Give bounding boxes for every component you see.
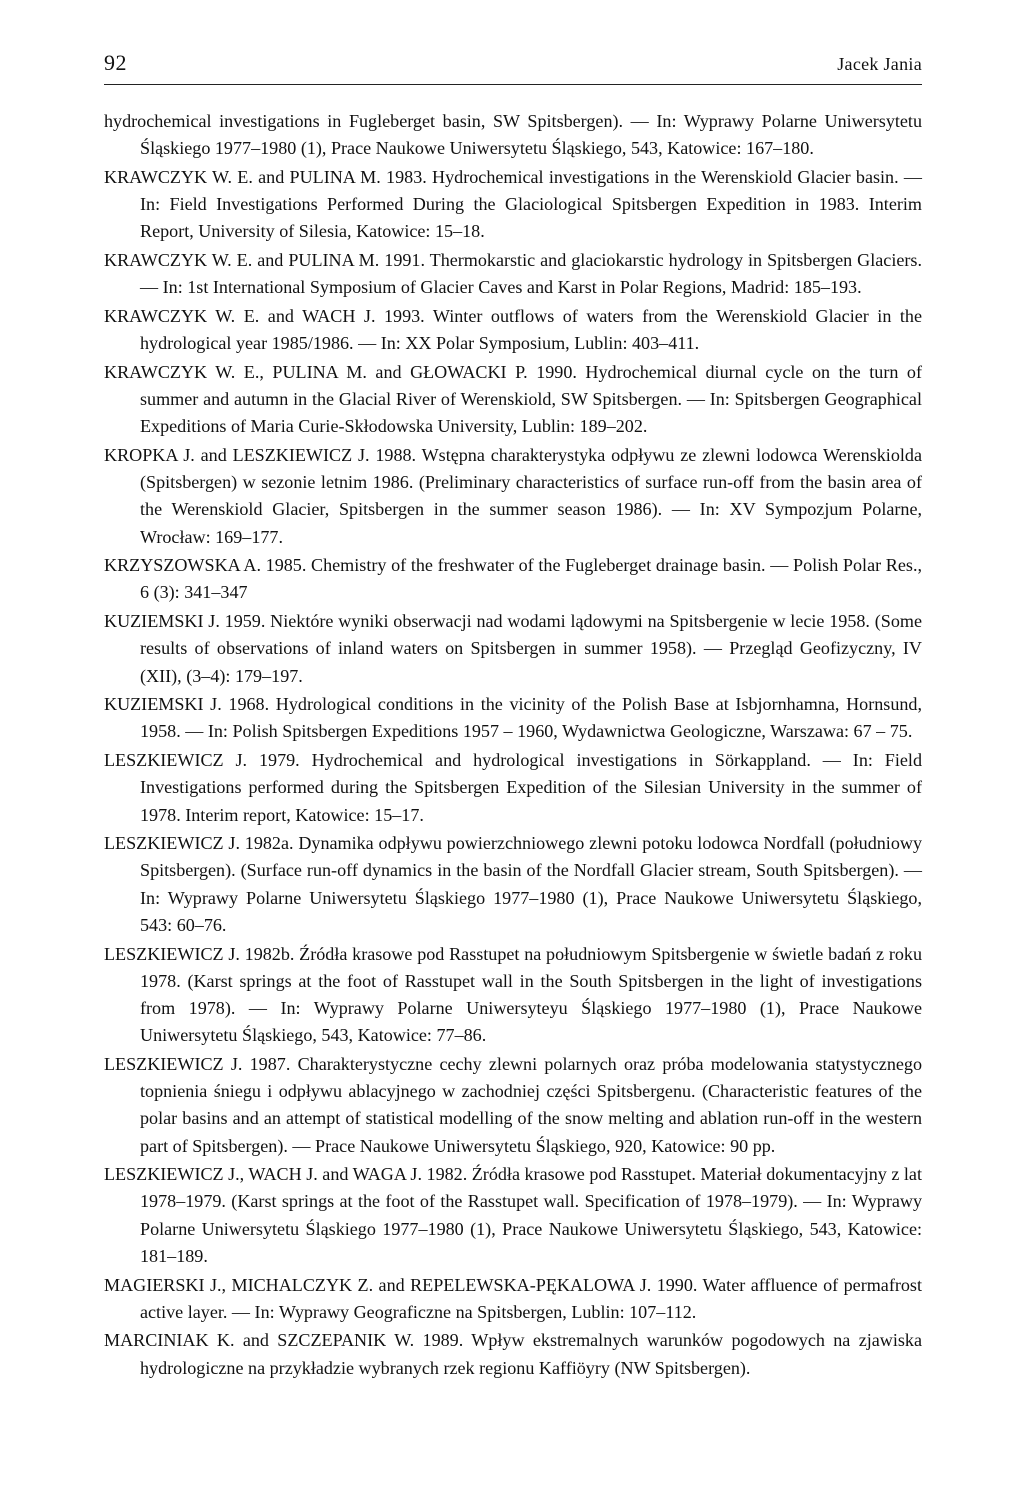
reference-entry: LESZKIEWICZ J. 1982a. Dynamika odpływu powierzchniowego zlewni potoku lodowca Nordfall (południowy Spitsbergen). (Surface run-off dynamics in the basin of the Nordfall Glacier stream, South Spitsbergen). — In: Wyprawy Polarne Uniwersytetu Śląskiego 1977–1980 (1), Prace Naukowe Uniwersytetu Śląskiego, 543: 60–76. (104, 833, 922, 935)
reference-entry: KRZYSZOWSKA A. 1985. Chemistry of the freshwater of the Fugleberget drainage basin. — Polish Polar Res., 6 (3): 341–347 (104, 555, 922, 603)
running-head (104, 50, 922, 77)
header-rule (104, 84, 922, 85)
reference-entry: LESZKIEWICZ J., WACH J. and WAGA J. 1982. Źródła krasowe pod Rasstupet. Materiał dokumentacyjny z lat 1978–1979. (Karst springs at the foot of the Rasstupet wall. Specification of 1978–1979). — In: Wyprawy Polarne Uniwersytetu Śląskiego 1977–1980 (1), Prace Naukowe Uniwersytetu Śląskiego, 543, Katowice: 181–189. (104, 1164, 922, 1266)
reference-entry: KRAWCZYK W. E. and WACH J. 1993. Winter outflows of waters from the Werenskiold Glacier in the hydrological year 1985/1986. — In: XX Polar Symposium, Lublin: 403–411. (104, 305, 922, 354)
running-head-author: Jacek Jania (837, 54, 922, 74)
reference-entry: KUZIEMSKI J. 1968. Hydrological conditions in the vicinity of the Polish Base at Isbjornhamna, Hornsund, 1958. — In: Polish Spitsbergen Expeditions 1957 – 1960, Wydawnictwa Geologiczne, Warszawa: 67 – 75. (104, 694, 922, 742)
reference-entry: KUZIEMSKI J. 1959. Niektóre wyniki obserwacji nad wodami lądowymi na Spitsbergenie w lecie 1958. (Some results of observations of inland waters on Spitsbergen in summer 1958). — Przegląd Geofizyczny, IV (XII), (3–4): 179–197. (104, 611, 922, 686)
reference-entry: LESZKIEWICZ J. 1982b. Źródła krasowe pod Rasstupet na południowym Spitsbergenie w świetle badań z roku 1978. (Karst springs at the foot of Rasstupet wall in the South Spitsbergen in the light of investigations from 1978). — In: Wyprawy Polarne Uniwersyteyu Śląskiego 1977–1980 (1), Prace Naukowe Uniwersytetu Śląskiego, 543, Katowice: 77–86. (104, 943, 922, 1046)
reference-entry: MAGIERSKI J., MICHALCZYK Z. and REPELEWSKA-PĘKALOWA J. 1990. Water affluence of permafrost active layer. — In: Wyprawy Geograficzne na Spitsbergen, Lublin: 107–112. (104, 1274, 922, 1322)
reference-entry: hydrochemical investigations in Fugleberget basin, SW Spitsbergen). — In: Wyprawy Polarne Uniwersytetu Śląskiego 1977–1980 (1), Prace Naukowe Uniwersytetu Śląskiego, 543, Katowice: 167–180. (104, 111, 922, 159)
reference-entry: KROPKA J. and LESZKIEWICZ J. 1988. Wstępna charakterystyka odpływu ze zlewni lodowca Werenskiolda (Spitsbergen) w sezonie letnim 1986. (Preliminary characteristics of surface run-off from the basin area of the Werenskiold Glacier, Spitsbergen in the summer season 1986). — In: XV Sympozjum Polarne, Wrocław: 169–177. (104, 444, 922, 547)
reference-entry: KRAWCZYK W. E. and PULINA M. 1983. Hydrochemical investigations in the Werenskiold Glacier basin. — In: Field Investigations Performed During the Glaciological Spitsbergen Expedition in 1983. Interim Report, University of Silesia, Katowice: 15–18. (104, 166, 922, 242)
reference-entry: KRAWCZYK W. E., PULINA M. and GŁOWACKI P. 1990. Hydrochemical diurnal cycle on the turn of summer and autumn in the Glacial River of Werenskiold, SW Spitsbergen. — In: Spitsbergen Geographical Expeditions of Maria Curie-Skłodowska University, Lublin: 189–202. (104, 361, 922, 437)
reference-entry: MARCINIAK K. and SZCZEPANIK W. 1989. Wpływ ekstremalnych warunków pogodowych na zjawiska hydrologiczne na przykładzie wybranych rzek regionu Kaffiöyry (NW Spitsbergen). (104, 1330, 922, 1378)
reference-list (104, 108, 922, 1383)
reference-entry: LESZKIEWICZ J. 1987. Charakterystyczne cechy zlewni polarnych oraz próba modelowania statystycznego topnienia śniegu i odpływu ablacyjnego w zachodniej części Spitsbergenu. (Characteristic features of the polar basins and an attempt of statistical modelling of the snow melting and ablation run-off in the western part of Spitsbergen). — Prace Naukowe Uniwersytetu Śląskiego, 920, Katowice: 90 pp. (104, 1053, 922, 1156)
reference-entry: LESZKIEWICZ J. 1979. Hydrochemical and hydrological investigations in Sörkappland. — In: Field Investigations performed during the Spitsbergen Expedition of the Silesian University in the summer of 1978. Interim report, Katowice: 15–17. (104, 750, 922, 825)
page-number: 92 (104, 50, 127, 75)
reference-entry: KRAWCZYK W. E. and PULINA M. 1991. Thermokarstic and glaciokarstic hydrology in Spitsbergen Glaciers. — In: 1st International Symposium of Glacier Caves and Karst in Polar Regions, Madrid: 185–193. (104, 250, 922, 298)
